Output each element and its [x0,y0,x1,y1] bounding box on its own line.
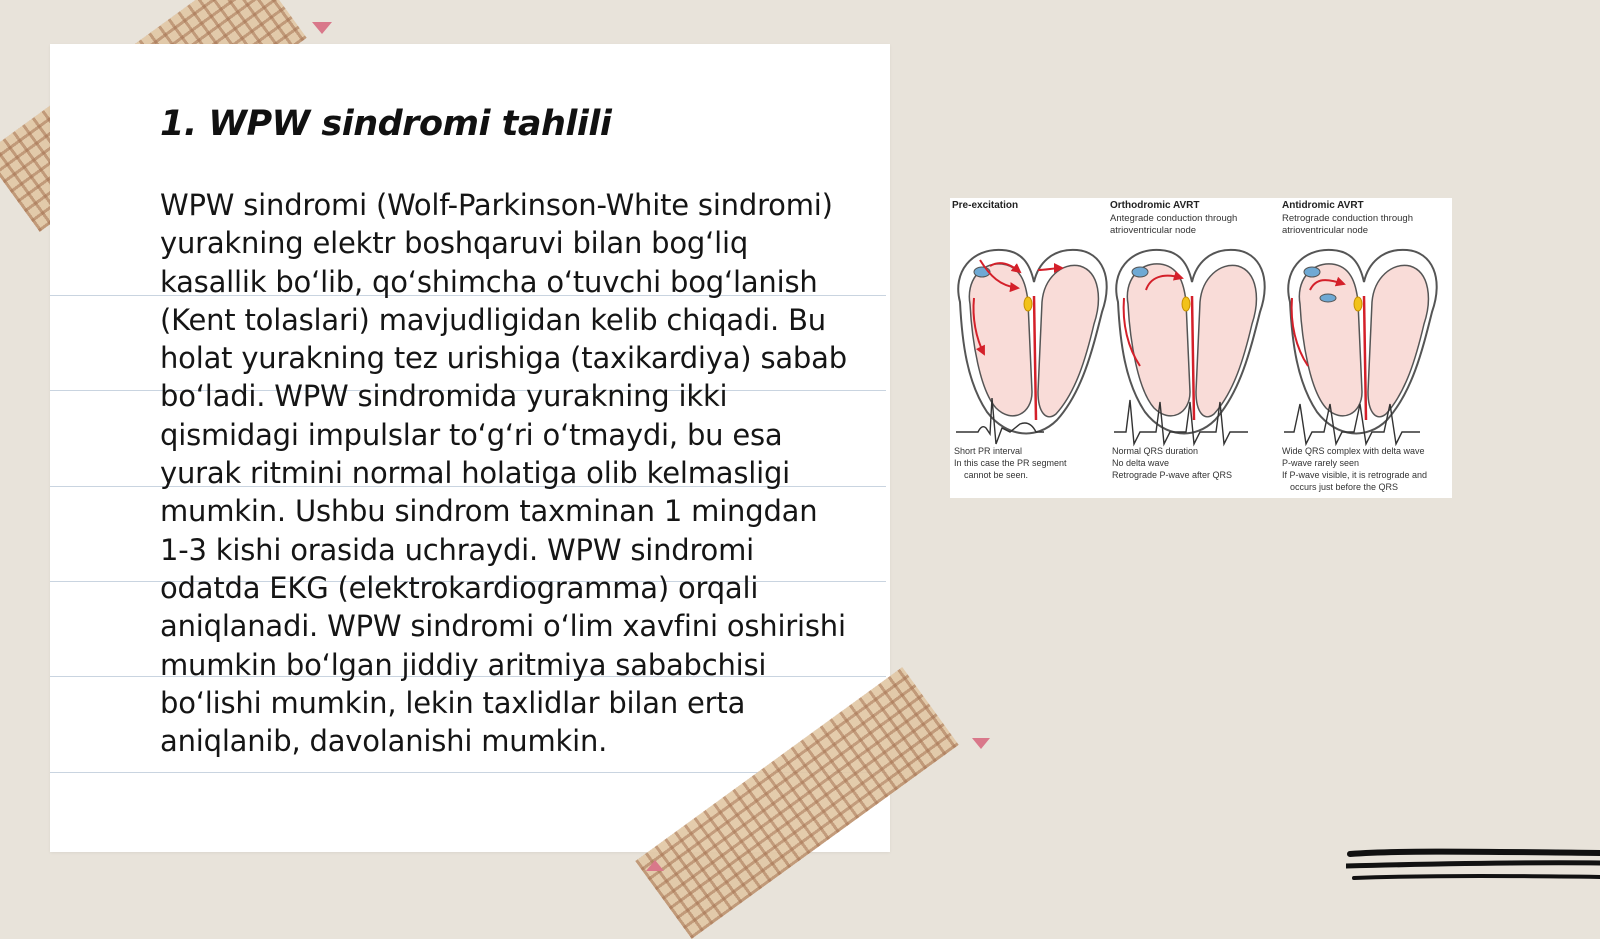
svg-text:P-wave rarely seen [1282,458,1359,468]
svg-text:cannot be seen. [964,470,1028,480]
svg-text:No delta wave [1112,458,1169,468]
panel-subtitle-line: Retrograde conduction through [1282,213,1413,224]
brush-stroke-decoration [1346,848,1600,900]
panel-bullet: Wide QRS complex with delta wave [1282,446,1425,456]
panel-bullet: cannot be seen. [964,470,1029,480]
svg-text:If P-wave visible, it is retro [1282,470,1427,480]
panel-title: Orthodromic AVRT [1110,200,1200,211]
svg-text:Wide QRS complex with delta wa [1282,446,1425,456]
wpw-conduction-figure [950,198,1452,498]
panel-title: Pre-excitation [952,200,1019,211]
panel-subtitle-line: atrioventricular node [1110,225,1197,236]
panel-bullet: P-wave rarely seen [1282,458,1360,468]
panel-subtitle-line: Antegrade conduction through [1110,213,1238,224]
svg-text:Short PR interval [954,446,1022,456]
svg-text:In this case the PR segment [954,458,1067,468]
panel-bullet: Retrograde P-wave after QRS [1112,470,1233,480]
panel-bullet: occurs just before the QRS [1290,482,1399,492]
panel-bullet: No delta wave [1112,458,1170,468]
slide-body-text: WPW sindromi (Wolf-Parkinson-White sindromi) yurakning elektr boshqaruvi bilan bog‘liq kasallik bo‘lib, qo‘shimcha o‘tuvchi bog‘lanish (Kent tolaslari) mavjudligidan kelib chiqadi. Bu holat yurakning tez urishiga (taxikardiya) sabab bo‘ladi. WPW sindromida yurakning ikki qismidagi impulslar to‘g‘ri o‘tmaydi, bu esa yurak ritmini normal holatiga olib kelmasligi mumkin. Ushbu sindrom taxminan 1 mingdan 1-3 kishi orasida uchraydi. WPW sindromi odatda EKG (elektrokardiogramma) orqali aniqlanadi. WPW sindromi o‘lim xavfini oshirishi mumkin bo‘lgan jiddiy aritmiya sababchisi bo‘lishi mumkin, lekin taxlidlar bilan erta aniqlanib, davolanishi mumkin. [160,188,847,759]
panel-subtitle-line: atrioventricular node [1282,225,1369,236]
panel-title: Antidromic AVRT [1282,200,1364,211]
slide-title: 1. WPW sindromi tahlili [160,104,612,144]
svg-text:Retrograde P-wave after QRS [1112,470,1232,480]
panel-bullet: In this case the PR segment [954,458,1067,468]
svg-text:Antegrade conduction throughat [1110,213,1237,236]
tape-corner-decoration [646,860,664,871]
panel-bullet: Short PR interval [954,446,1023,456]
svg-text:Retrograde conduction througha [1282,213,1413,236]
svg-text:occurs just before the QRS [1290,482,1398,492]
svg-text:Normal QRS duration [1112,446,1198,456]
panel-bullet: If P-wave visible, it is retrograde and [1282,470,1428,480]
panel-bullet: Normal QRS duration [1112,446,1199,456]
tape-corner-decoration [312,22,332,34]
tape-corner-decoration [972,738,990,749]
